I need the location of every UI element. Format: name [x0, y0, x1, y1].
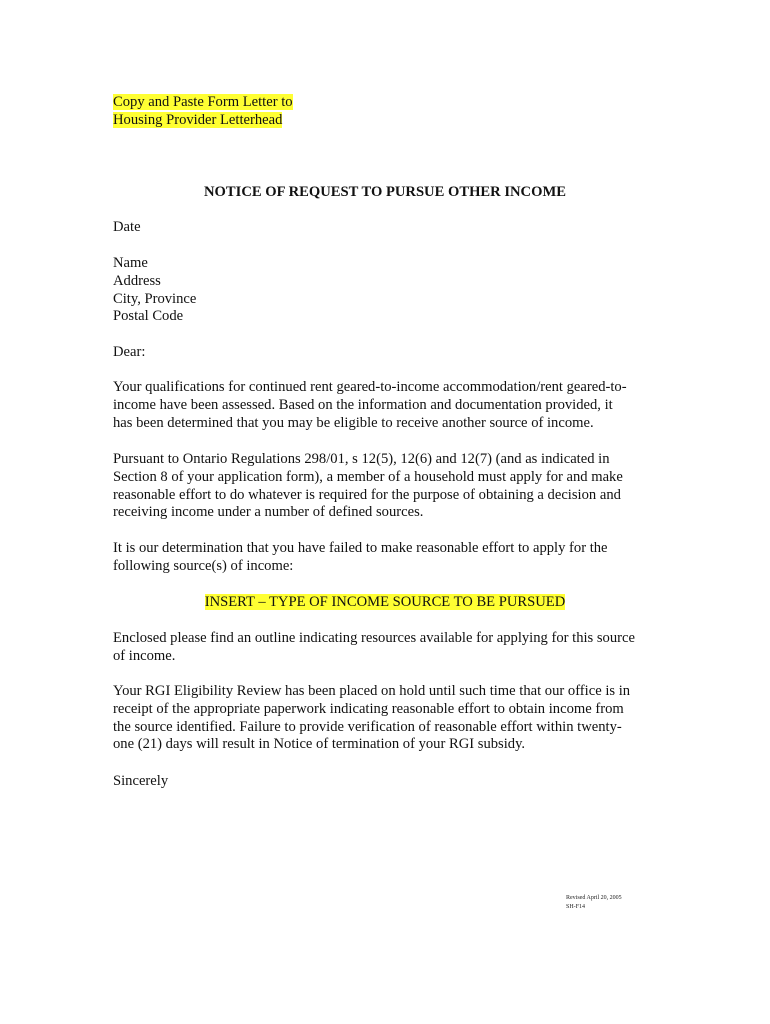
paragraph-regulations — [113, 451, 623, 522]
paragraph-line: It is our determination that you have failed to make reasonable effort to apply for the — [113, 540, 608, 556]
revision-footer — [566, 894, 622, 911]
paragraph-line: of income. — [113, 647, 176, 664]
paragraph-line: receiving income under a number of defined sources. — [113, 504, 424, 521]
recipient-city-province: City, Province — [113, 290, 197, 307]
date-label: Date — [113, 219, 141, 235]
paragraph-line: Your RGI Eligibility Review has been placed on hold until such time that our office is in — [113, 683, 631, 699]
paragraph-line: income have been assessed. Based on the information and documentation provided, it — [113, 396, 613, 413]
paragraph-line: reasonable effort to do whatever is required for the purpose of obtaining a decision and — [113, 486, 621, 503]
insert-placeholder-row — [0, 593, 770, 611]
revision-date: Revised April 20, 2005 — [566, 895, 622, 901]
header-note-line-2: Housing Provider Letterhead — [113, 111, 283, 128]
paragraph-line: Section 8 of your application form), a member of a household must apply for and make — [113, 468, 623, 485]
address-block — [113, 255, 196, 326]
insert-placeholder: INSERT – TYPE OF INCOME SOURCE TO BE PURSUED — [204, 594, 566, 610]
form-code: SH-F14 — [566, 903, 586, 910]
recipient-postal-code: Postal Code — [113, 308, 184, 325]
salutation: Dear: — [113, 344, 146, 360]
paragraph-line: one (21) days will result in Notice of termination of your RGI subsidy. — [113, 736, 526, 753]
paragraph-enclosed — [113, 630, 635, 666]
header-note-line-1: Copy and Paste Form Letter to — [113, 94, 293, 110]
paragraph-line: Enclosed please find an outline indicating resources available for applying for this source — [113, 630, 635, 646]
closing: Sincerely — [113, 773, 169, 789]
paragraph-line: receipt of the appropriate paperwork indicating reasonable effort to obtain income from — [113, 700, 624, 717]
paragraph-line: has been determined that you may be eligible to receive another source of income. — [113, 414, 594, 431]
paragraph-qualifications — [113, 379, 627, 432]
recipient-name: Name — [113, 255, 148, 271]
paragraph-determination — [113, 540, 608, 576]
paragraph-line: Your qualifications for continued rent geared-to-income accommodation/rent geared-to- — [113, 379, 627, 395]
paragraph-review-hold — [113, 683, 630, 754]
paragraph-line: the source identified. Failure to provide verification of reasonable effort within twenty- — [113, 718, 622, 735]
letter-title: NOTICE OF REQUEST TO PURSUE OTHER INCOME — [204, 184, 566, 200]
paragraph-line: following source(s) of income: — [113, 557, 294, 574]
paragraph-line: Pursuant to Ontario Regulations 298/01, s 12(5), 12(6) and 12(7) (and as indicated in — [113, 451, 610, 467]
recipient-address: Address — [113, 272, 161, 289]
header-note — [113, 94, 293, 130]
